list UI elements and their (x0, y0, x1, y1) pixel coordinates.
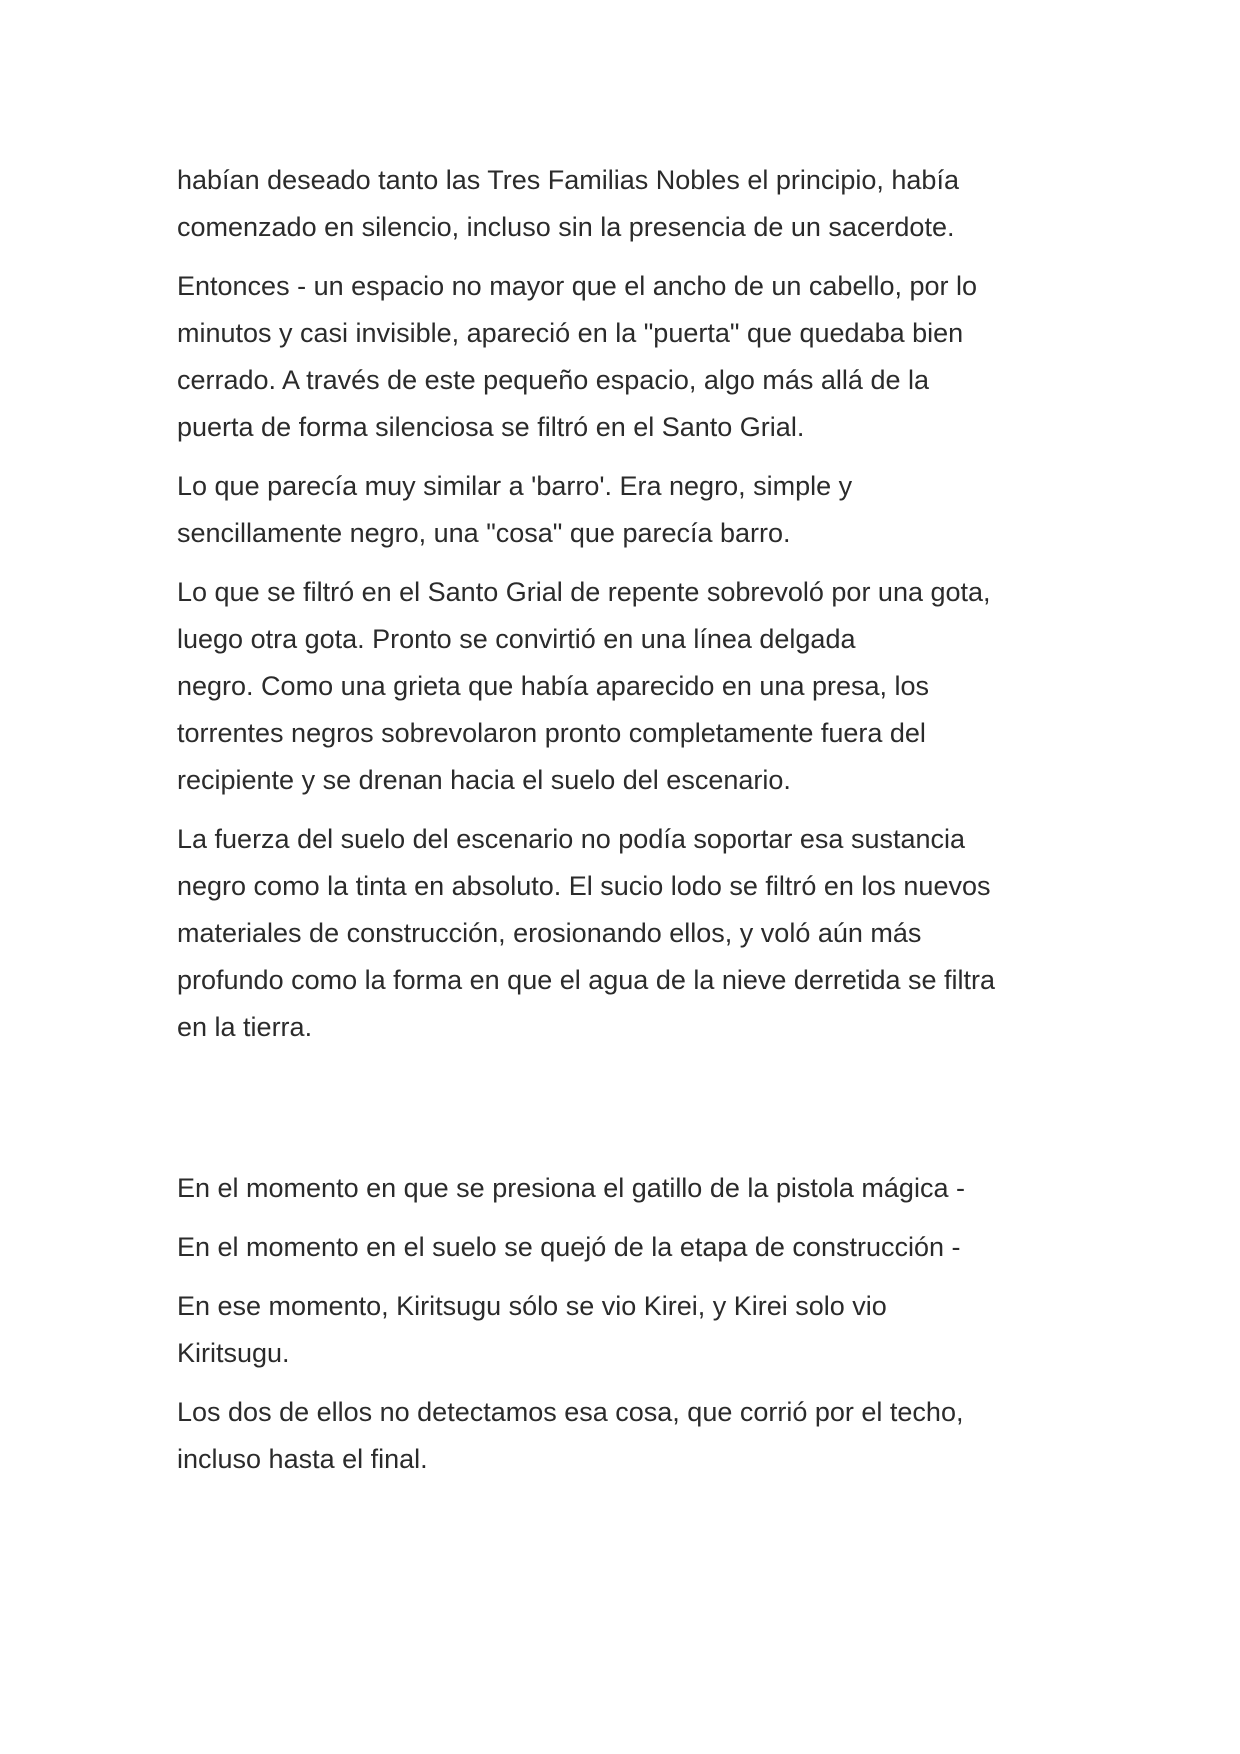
paragraph-1 (177, 157, 1077, 251)
text-line: habían deseado tanto las Tres Familias Nobles el principio, había (177, 165, 959, 195)
text-line: Kiritsugu. (177, 1338, 290, 1368)
text-line: puerta de forma silenciosa se filtró en el Santo Grial. (177, 412, 805, 442)
paragraph-7 (177, 1224, 1077, 1271)
text-line: materiales de construcción, erosionando ellos, y voló aún más (177, 918, 922, 948)
paragraph-4 (177, 569, 1077, 804)
text-line: sencillamente negro, una "cosa" que parecía barro. (177, 518, 791, 548)
paragraph-3 (177, 463, 1077, 557)
text-line: incluso hasta el final. (177, 1444, 428, 1474)
paragraph-9 (177, 1389, 1077, 1483)
paragraph-8 (177, 1283, 1077, 1377)
text-line: En el momento en el suelo se quejó de la etapa de construcción - (177, 1232, 961, 1262)
text-line: La fuerza del suelo del escenario no podía soportar esa sustancia (177, 824, 966, 854)
text-line: cerrado. A través de este pequeño espacio, algo más allá de la (177, 365, 929, 395)
text-line: recipiente y se drenan hacia el suelo del escenario. (177, 765, 791, 795)
text-line: En el momento en que se presiona el gatillo de la pistola mágica - (177, 1173, 965, 1203)
text-line: comenzado en silencio, incluso sin la presencia de un sacerdote. (177, 212, 955, 242)
text-column (177, 157, 1077, 1495)
text-line: profundo como la forma en que el agua de la nieve derretida se filtra (177, 965, 996, 995)
text-line: Entonces - un espacio no mayor que el ancho de un cabello, por lo (177, 271, 978, 301)
text-line: En ese momento, Kiritsugu sólo se vio Kirei, y Kirei solo vio (177, 1291, 887, 1321)
text-line: Lo que parecía muy similar a 'barro'. Era negro, simple y (177, 471, 853, 501)
section-break (177, 1063, 1077, 1165)
text-line: torrentes negros sobrevolaron pronto completamente fuera del (177, 718, 926, 748)
paragraph-6 (177, 1165, 1077, 1212)
text-line: Lo que se filtró en el Santo Grial de repente sobrevoló por una gota, (177, 577, 991, 607)
paragraph-2 (177, 263, 1077, 451)
text-line: en la tierra. (177, 1012, 313, 1042)
text-line: minutos y casi invisible, apareció en la "puerta" que quedaba bien (177, 318, 964, 348)
paragraph-5 (177, 816, 1077, 1051)
text-line: negro. Como una grieta que había aparecido en una presa, los (177, 671, 930, 701)
text-line: Los dos de ellos no detectamos esa cosa, que corrió por el techo, (177, 1397, 964, 1427)
text-line: negro como la tinta en absoluto. El sucio lodo se filtró en los nuevos (177, 871, 991, 901)
text-line: luego otra gota. Pronto se convirtió en una línea delgada (177, 624, 856, 654)
